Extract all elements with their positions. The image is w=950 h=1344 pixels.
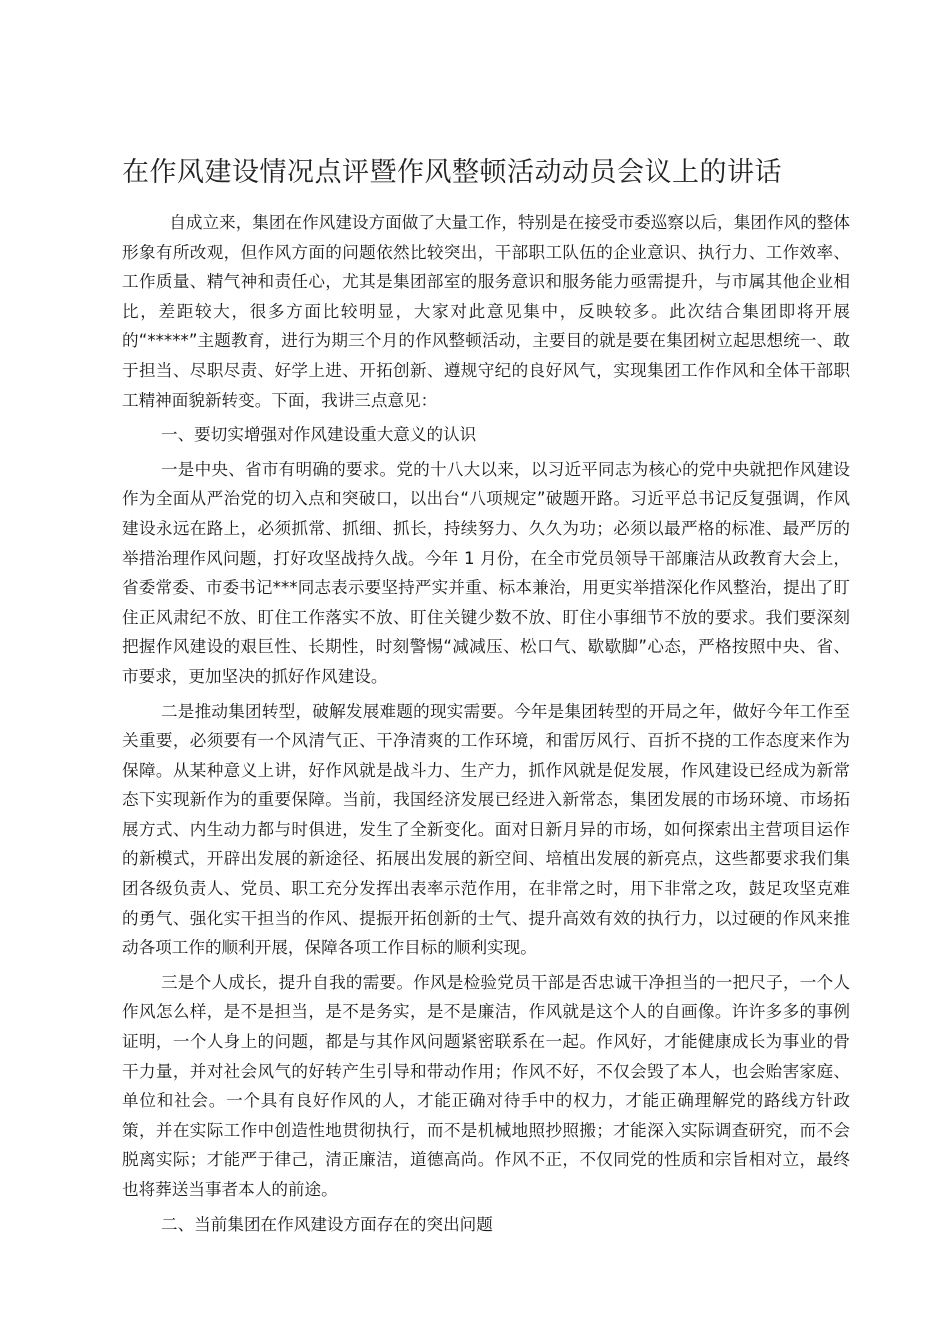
body-paragraph-3: 三是个人成长，提升自我的需要。作风是检验党员干部是否忠诚干净担当的一把尺子，一个人作风怎么样，是不是担当，是不是务实，是不是廉洁，作风就是这个人的自画像。许许多多的事例证明，一个人身上的问题，都是与其作风问题紧密联系在一起。作风好，才能健康成长为事业的骨干力量，并对社会风气的好转产生引导和带动作用；作风不好，不仅会毁了本人，也会贻害家庭、单位和社会。一个具有良好作风的人，才能正确对待手中的权力，才能正确理解党的路线方针政策，并在实际工作中创造性地贯彻执行，而不是机械地照抄照搬；才能深入实际调查研究，而不会脱离实际；才能严于律己，清正廉洁，道德高尚。作风不正，不仅同党的性质和宗旨相对立，最终也将葬送当事者本人的前途。 (122, 972, 850, 1199)
document-body (122, 208, 850, 1244)
body-paragraph-2: 二是推动集团转型，破解发展难题的现实需要。今年是集团转型的开局之年，做好今年工作至关重要，必须要有一个风清气正、干净清爽的工作环境，和雷厉风行、百折不挠的工作态度来作为保障。从某种意义上讲，好作风就是战斗力、生产力，抓作风就是促发展，作风建设已经成为新常态下实现新作为的重要保障。当前，我国经济发展已经进入新常态，集团发展的市场环境、市场拓展方式、内生动力都与时俱进，发生了全新变化。面对日新月异的市场，如何探索出主营项目运作的新模式，开辟出发展的新途径、拓展出发展的新空间、培植出发展的新亮点，这些都要求我们集团各级负责人、党员、职工充分发挥出表率示范作用，在非常之时，用下非常之攻，鼓足攻坚克难的勇气、强化实干担当的作风、提振开拓创新的士气、提升高效有效的执行力，以过硬的作风来推动各项工作的顺利开展，保障各项工作目标的顺利实现。 (122, 701, 850, 958)
body-paragraph-1: 一是中央、省市有明确的要求。党的十八大以来，以习近平同志为核心的党中央就把作风建设作为全面从严治党的切入点和突破口，以出台“八项规定”破题开路。习近平总书记反复强调，作风建设永远在路上，必须抓常、抓细、抓长，持续努力、久久为功；必须以最严格的标准、最严厉的举措治理作风问题，打好攻坚战持久战。今年 1 月份，在全市党员领导干部廉洁从政教育大会上，省委常委、市委书记***同志表示要坚持严实并重、标本兼治，用更实举措深化作风整治，提出了盯住正风肃纪不放、盯住工作落实不放、盯住关键少数不放、盯住小事细节不放的要求。我们要深刻把握作风建设的艰巨性、长期性，时刻警惕“减减压、松口气、歇歇脚”心态，严格按照中央、省、市要求，更加坚决的抓好作风建设。 (122, 459, 850, 686)
section-heading-1: 一、要切实增强对作风建设重大意义的认识 (161, 425, 477, 445)
document-title: 在作风建设情况点评暨作风整顿活动动员会议上的讲话 (122, 157, 782, 188)
section-heading-2: 二、当前集团在作风建设方面存在的突出问题 (161, 1214, 493, 1234)
intro-paragraph: 自成立来，集团在作风建设方面做了大量工作，特别是在接受市委巡察以后，集团作风的整体形象有所改观，但作风方面的问题依然比较突出，干部职工队伍的企业意识、执行力、工作效率、工作质量、精气神和责任心，尤其是集团部室的服务意识和服务能力亟需提升，与市属其他企业相比，差距较大，很多方面比较明显，大家对此意见集中，反映较多。此次结合集团即将开展的“*****”主题教育，进行为期三个月的作风整顿活动，主要目的就是要在集团树立起思想统一、敢于担当、尽职尽责、好学上进、开拓创新、遵规守纪的良好风气，实现集团工作作风和全体干部职工精神面貌新转变。下面，我讲三点意见： (122, 213, 850, 410)
